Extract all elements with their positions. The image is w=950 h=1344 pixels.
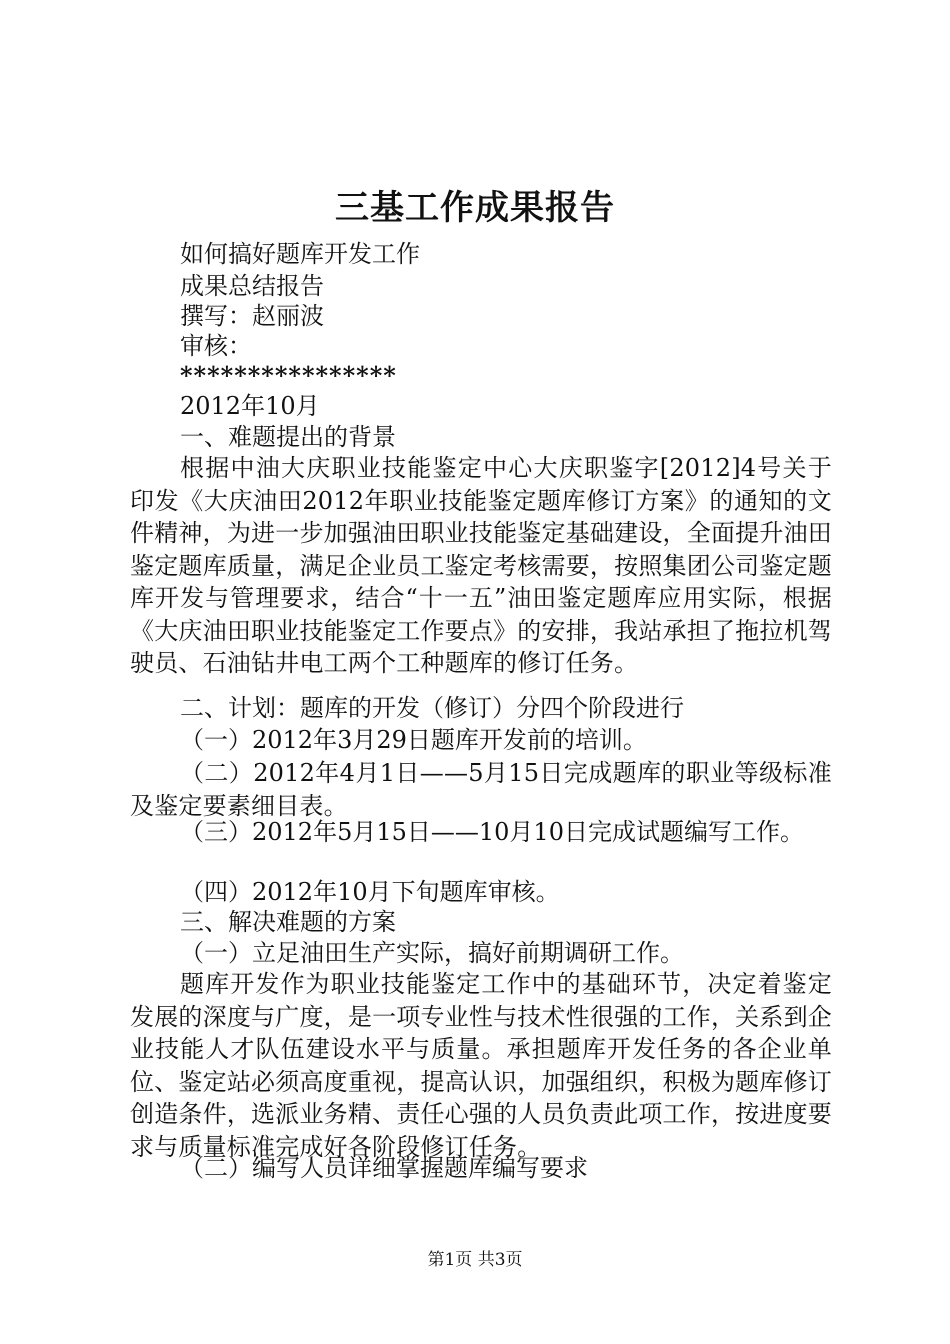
- subtitle-line-2: 成果总结报告: [180, 272, 324, 300]
- author-line: 撰写：赵丽波: [180, 302, 324, 330]
- date-line: 2012年10月: [180, 392, 320, 420]
- section-1-heading: 一、难题提出的背景: [180, 423, 396, 451]
- plan-item-3: （三）2012年5月15日——10月10日完成试题编写工作。: [180, 818, 804, 846]
- section-3-paragraph: 题库开发作为职业技能鉴定工作中的基础环节，决定着鉴定发展的深度与广度，是一项专业性与技术性很强的工作，关系到企业技能人才队伍建设水平与质量。承担题库开发任务的各企业单位、鉴定站必须高度重视，提高认识，加强组织，积极为题库修订创造条件，选派业务精、责任心强的人员负责此项工作，按进度要求与质量标准完成好各阶段修订任务。: [130, 970, 832, 1161]
- solution-item-2: （二）编写人员详细掌握题库编写要求: [180, 1154, 588, 1182]
- solution-item-1: （一）立足油田生产实际，搞好前期调研工作。: [180, 939, 684, 967]
- reviewer-line: 审核：: [180, 332, 252, 360]
- section-1-paragraph: 根据中油大庆职业技能鉴定中心大庆职鉴字[2012]4号关于印发《大庆油田2012年职业技能鉴定题库修订方案》的通知的文件精神，为进一步加强油田职业技能鉴定基础建设，全面提升油田鉴定题库质量，满足企业员工鉴定考核需要，按照集团公司鉴定题库开发与管理要求，结合“十一五”油田鉴定题库应用实际，根据《大庆油田职业技能鉴定工作要点》的安排，我站承担了拖拉机驾驶员、石油钻井电工两个工种题库的修订任务。: [130, 454, 832, 677]
- plan-item-2: （二）2012年4月1日——5月15日完成题库的职业等级标准及鉴定要素细目表。: [130, 759, 832, 820]
- section-3-heading: 三、解决难题的方案: [180, 908, 396, 936]
- plan-item-1: （一）2012年3月29日题库开发前的培训。: [180, 726, 647, 754]
- page-footer: 第1页 共3页: [427, 1250, 523, 1270]
- page-title: 三基工作成果报告: [335, 188, 615, 228]
- subtitle-line-1: 如何搞好题库开发工作: [180, 240, 420, 268]
- section-2-heading: 二、计划：题库的开发（修订）分四个阶段进行: [180, 694, 684, 722]
- plan-item-4: （四）2012年10月下旬题库审核。: [180, 878, 560, 906]
- stars-line: ****************: [180, 361, 397, 390]
